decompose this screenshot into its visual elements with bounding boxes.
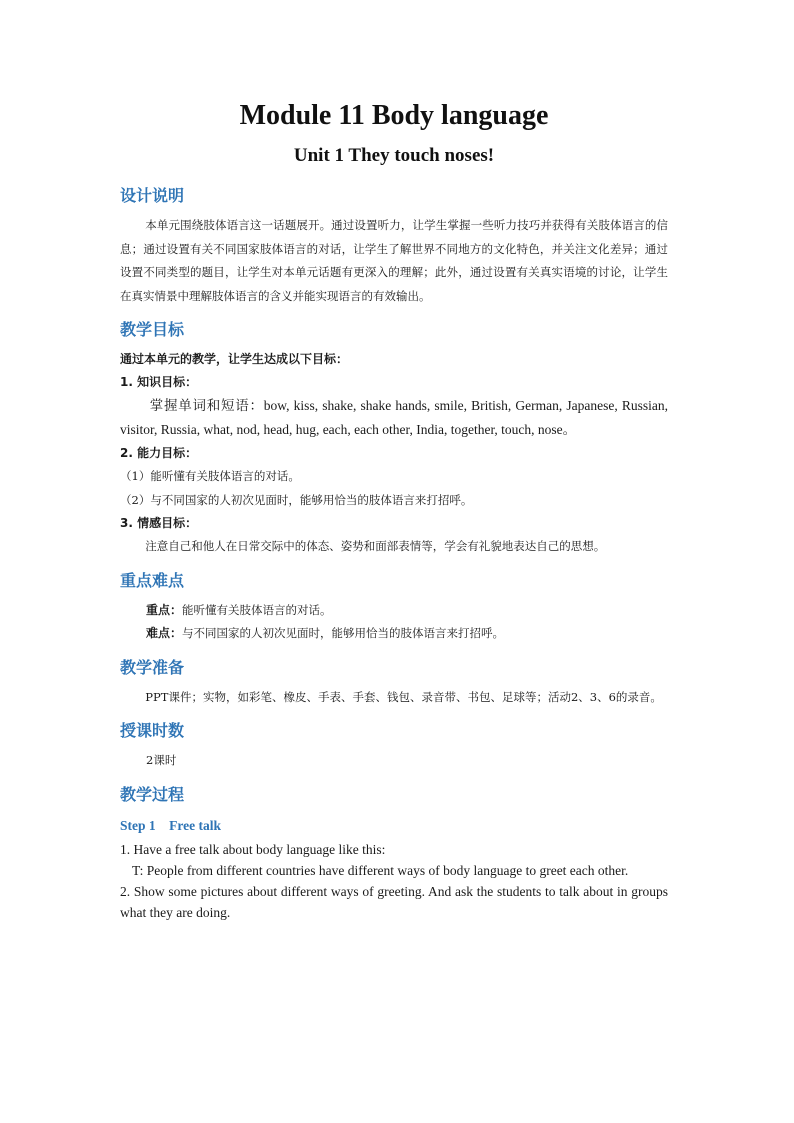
- goals-heading: 教学目标: [120, 320, 185, 339]
- design-paragraph: 本单元围绕肢体语言这一话题展开。通过设置听力，让学生掌握一些听力技巧并获得有关肢体语言的信息；通过设置有关不同国家肢体语言的对话，让学生了解世界不同地方的文化特色，并关注文化差异；通过设置不同类型的题目，让学生对本单元话题有更深入的理解；此外，通过设置有关真实语境的讨论，让学生在真实情景中理解肢体语言的含义并能实现语言的有效输出。: [120, 218, 668, 303]
- emotion-text: 注意自己和他人在日常交际中的体态、姿势和面部表情等，学会有礼貌地表达自己的思想。: [145, 539, 606, 553]
- keypoints-section: [120, 569, 668, 646]
- prep-text: PPT课件；实物，如彩笔、橡皮、手表、手套、钱包、录音带、书包、足球等；活动2、3、6的录音。: [145, 689, 662, 704]
- goals-intro: 通过本单元的教学，让学生达成以下目标：: [120, 352, 349, 366]
- knowledge-label: 1. 知识目标：: [120, 375, 198, 389]
- emotion-label: 3. 情感目标：: [120, 516, 198, 530]
- step1-item-1: 1. Have a free talk about body language like this:: [120, 841, 386, 857]
- ability-label: 2. 能力目标：: [120, 446, 198, 460]
- focus-text: 能听懂有关肢体语言的对话。: [182, 602, 332, 617]
- design-section: [120, 184, 668, 308]
- module-title: Module 11 Body language: [239, 100, 549, 131]
- process-heading: 教学过程: [120, 784, 185, 804]
- hours-heading: 授课时数: [120, 721, 185, 740]
- knowledge-text: 掌握单词和短语：bow, kiss, shake, shake hands, smile, British, German, Japanese, Russian, visitor, Russia, what, nod, head, hug, each, each other, India, together, touch, nose。: [120, 398, 668, 437]
- prep-section: [120, 656, 668, 710]
- hours-section: [120, 719, 668, 773]
- prep-heading: 教学准备: [120, 657, 185, 677]
- difficulty-label: 难点：: [146, 626, 183, 640]
- focus-label: 重点：: [146, 602, 183, 617]
- goals-section: [120, 318, 668, 559]
- difficulty-line: [120, 622, 668, 646]
- difficulty-text: 与不同国家的人初次见面时，能够用恰当的肢体语言来打招呼。: [182, 626, 505, 640]
- ability-item-1: （1）能听懂有关肢体语言的对话。: [120, 469, 300, 483]
- keypoints-heading: 重点难点: [120, 570, 185, 590]
- step1-heading: Step 1 Free talk: [120, 817, 221, 833]
- step1-item-1-teacher: T: People from different countries have different ways of body language to greet each other.: [132, 862, 629, 878]
- hours-text: 2课时: [146, 753, 177, 767]
- step1-item-2: 2. Show some pictures about different ways of greeting. And ask the students to talk about in groups what they are doing.: [120, 883, 668, 920]
- focus-line: [120, 599, 668, 623]
- ability-item-2: （2）与不同国家的人初次见面时，能够用恰当的肢体语言来打招呼。: [120, 492, 473, 507]
- process-section: [120, 783, 668, 923]
- unit-subtitle: Unit 1 They touch noses!: [293, 145, 495, 166]
- document-page: [120, 96, 668, 923]
- design-heading: 设计说明: [120, 186, 185, 205]
